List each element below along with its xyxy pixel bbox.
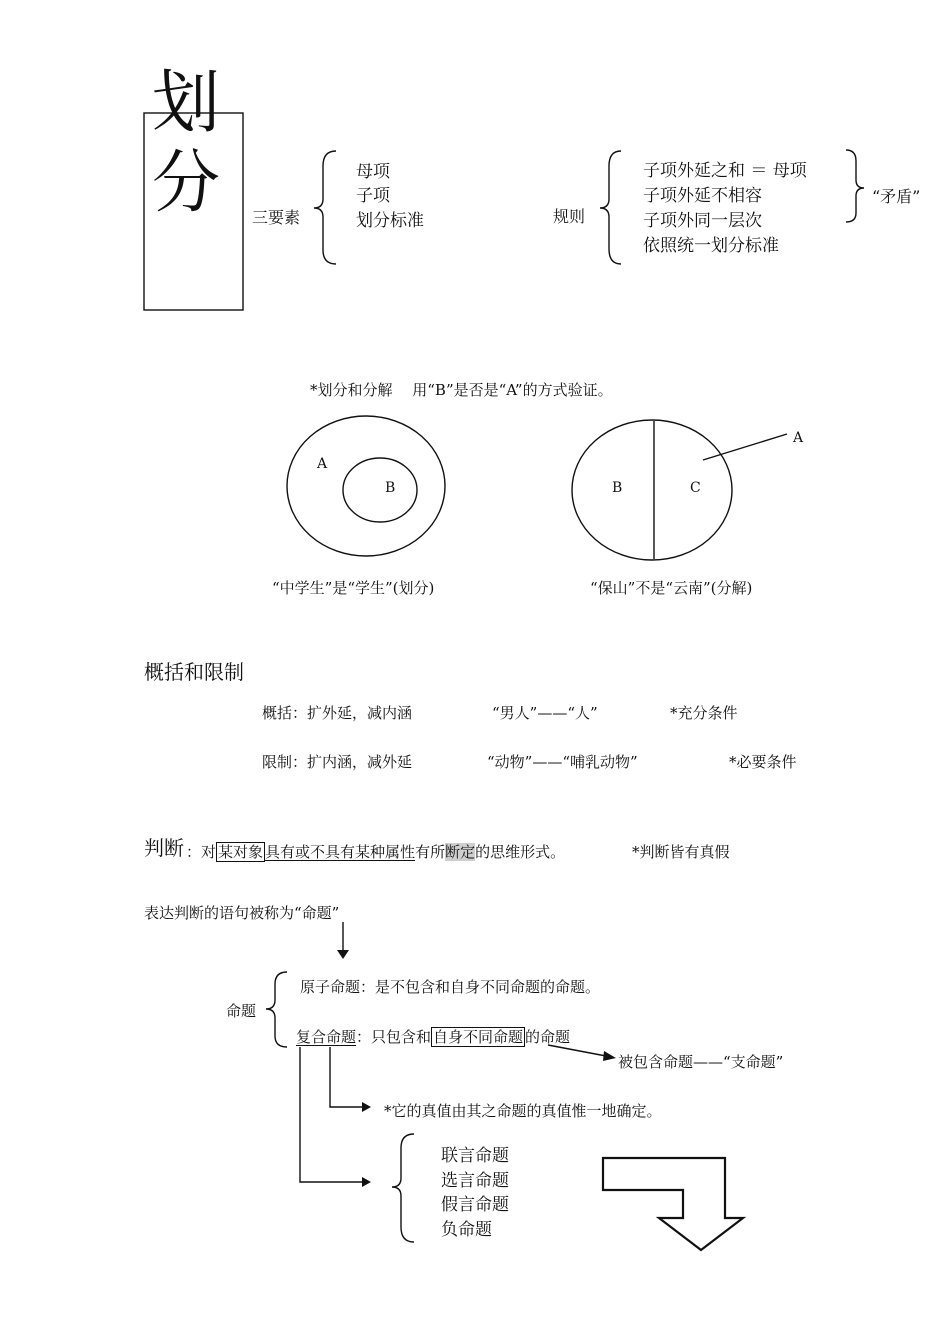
rule-item: 子项外延之和 ＝ 母项: [643, 161, 807, 181]
def-attribute-underlined: 具有或不具有某种属性: [265, 843, 416, 861]
compound-text: 的命题: [525, 1028, 571, 1046]
judgment-definition: [186, 841, 565, 862]
element-item: 划分标准: [356, 211, 424, 231]
compound-type-item: 选言命题: [441, 1171, 509, 1191]
rules-label: 规则: [553, 207, 586, 226]
down-arrow-head: [337, 950, 349, 959]
compound-boxed-phrase: 自身不同命题: [433, 1028, 524, 1046]
truth-value-note: *它的真值由其之命题的真值惟一地确定。: [384, 1102, 662, 1120]
atomic-proposition: 原子命题：是不包含和自身不同命题的命题。: [300, 978, 601, 996]
right-caption: “保山”不是“云南”(分解): [590, 579, 753, 597]
contradiction-brace: [846, 150, 864, 222]
element-item: 母项: [356, 162, 390, 182]
rule-item: 子项外延不相容: [643, 186, 762, 206]
contradiction-label: “矛盾”: [872, 187, 921, 206]
def-part: 对: [201, 843, 217, 861]
generalize-example: “男人”——“人”: [492, 704, 598, 722]
types-connector: [300, 1047, 362, 1182]
def-part: 有所: [415, 843, 446, 861]
compound-type-item: 联言命题: [441, 1146, 509, 1166]
contained-proposition: 被包含命题——“支命题”: [618, 1053, 784, 1071]
element-item: 子项: [356, 186, 390, 206]
def-colon: ：: [186, 843, 202, 861]
compound-proposition: [296, 1026, 570, 1047]
types-arrow-head: [362, 1177, 371, 1187]
hollow-down-arrow: [603, 1158, 743, 1250]
compound-type-item: 假言命题: [441, 1195, 509, 1215]
ellipse-split: [572, 420, 732, 560]
proposition-label: 命题: [226, 1002, 257, 1020]
compound-type-item: 负命题: [441, 1220, 492, 1240]
types-brace: [392, 1134, 414, 1242]
limit-example: “动物”——“哺乳动物”: [487, 753, 638, 771]
sufficient-condition: *充分条件: [670, 704, 738, 722]
truth-connector: [330, 1047, 362, 1107]
compound-label: 复合命题: [296, 1028, 357, 1046]
label-inner-b: B: [385, 480, 396, 496]
elements-brace: [314, 151, 336, 264]
judgment-truth-note: *判断皆有真假: [632, 843, 730, 861]
verification-note: *划分和分解 用“B”是否是“A”的方式验证。: [310, 381, 613, 399]
title-char-2: 分: [152, 144, 221, 223]
left-caption: “中学生”是“学生”(划分): [272, 579, 435, 597]
generalize-definition: 概括：扩外延，减内涵: [262, 704, 413, 722]
def-assert-highlight: 断定: [445, 843, 476, 861]
def-part: 的思维形式。: [475, 843, 566, 861]
rules-brace: [600, 151, 621, 264]
compound-text: ：只包含和: [356, 1028, 432, 1046]
contained-arrow-head: [603, 1051, 616, 1061]
truth-arrow-head: [362, 1102, 371, 1112]
label-pointer-a: A: [793, 430, 804, 446]
ellipse-a-outer: [287, 416, 445, 556]
generalize-heading: 概括和限制: [144, 660, 244, 684]
title-char-1: 划: [152, 64, 221, 143]
def-object-boxed: 某对象: [218, 843, 264, 861]
proposition-brace: [266, 972, 287, 1047]
label-half-c: C: [690, 480, 701, 496]
elements-label: 三要素: [252, 208, 301, 227]
judgment-heading: 判断: [144, 836, 184, 860]
label-half-b: B: [612, 480, 623, 496]
necessary-condition: *必要条件: [729, 753, 797, 771]
limit-definition: 限制：扩内涵，减外延: [262, 753, 413, 771]
rule-item: 依照统一划分标准: [643, 236, 779, 256]
proposition-intro: 表达判断的语句被称为“命题”: [144, 904, 340, 922]
ellipse-b-inner: [343, 458, 417, 522]
rule-item: 子项外同一层次: [643, 211, 762, 231]
label-outer-a: A: [317, 456, 328, 472]
